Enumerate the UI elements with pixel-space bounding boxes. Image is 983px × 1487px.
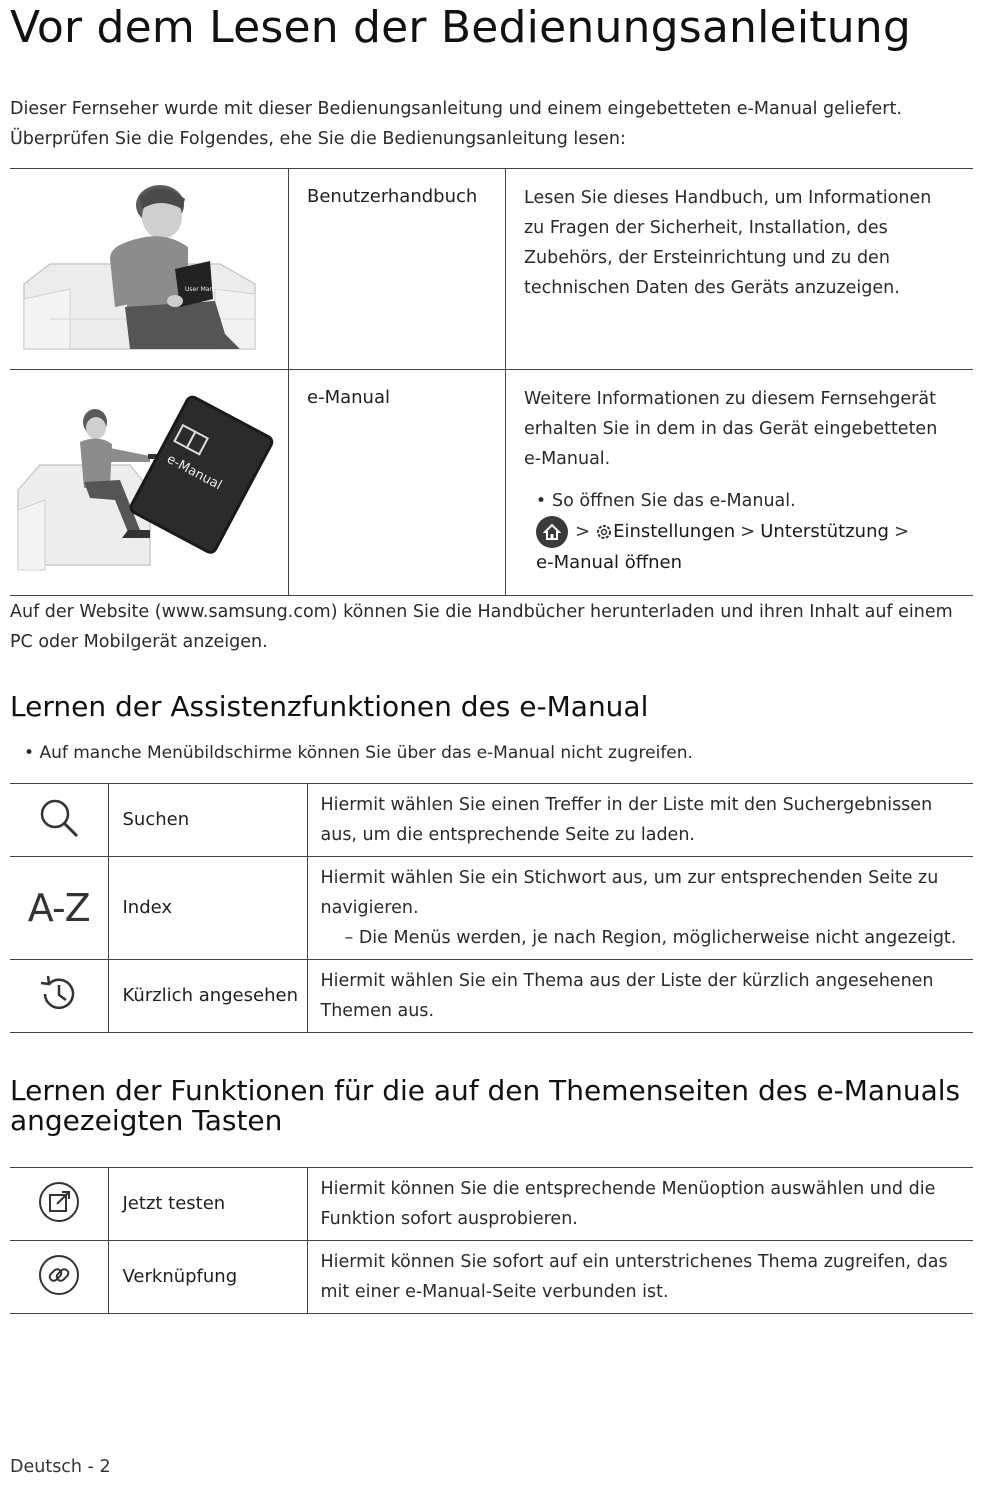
- table-row-user-manual: [10, 169, 973, 370]
- try-now-icon: [37, 1180, 81, 1224]
- az-icon-cell: [10, 857, 108, 960]
- link-icon: [37, 1253, 81, 1297]
- intro-text: [10, 94, 970, 154]
- emanual-bullet-text: So öffnen Sie das e-Manual.: [552, 491, 796, 511]
- emanual-bullet: [524, 486, 955, 516]
- button-functions-table: [10, 1167, 973, 1314]
- user-manual-illustration-cell: [10, 169, 289, 370]
- path-open-emanual: e-Manual öffnen: [536, 552, 683, 573]
- table-row: [10, 784, 973, 857]
- intro-line-1: Dieser Fernseher wurde mit dieser Bedienungsanleitung und einem eingebetteten e-Manual geliefert.: [10, 99, 902, 119]
- assist-functions-table: [10, 783, 973, 1033]
- bullet-dot: •: [24, 743, 40, 763]
- book-label: User Manual: [185, 286, 223, 293]
- screen-emanual-label: e-Manual: [164, 451, 225, 494]
- emanual-path-line-2: [536, 548, 955, 578]
- assist-note: [24, 740, 693, 766]
- emanual-illustration-cell: [10, 370, 289, 596]
- link-label: Verknüpfung: [108, 1241, 307, 1314]
- page-footer: Deutsch - 2: [10, 1457, 111, 1477]
- gear-icon: [595, 523, 613, 541]
- search-icon: [36, 795, 82, 841]
- table-row: [10, 960, 973, 1033]
- link-text: Hiermit können Sie sofort auf ein unterstrichenes Thema zugreifen, das mit einer e-Manual-Seite verbunden ist.: [320, 1252, 948, 1302]
- search-icon-cell: [10, 784, 108, 857]
- manuals-table: [10, 168, 973, 596]
- home-icon: [536, 516, 568, 548]
- person-reading-illustration: [10, 169, 288, 365]
- emanual-description-cell: [506, 370, 974, 596]
- link-icon-cell: [10, 1241, 108, 1314]
- emanual-description: Weitere Informationen zu diesem Fernsehgerät erhalten Sie in dem in das Gerät eingebetteten e-Manual.: [524, 389, 938, 469]
- recent-text: Hiermit wählen Sie ein Thema aus der Liste der kürzlich angesehenen Themen aus.: [320, 971, 934, 1021]
- try-now-label: Jetzt testen: [108, 1168, 307, 1241]
- index-text: Hiermit wählen Sie ein Stichwort aus, um zur entsprechenden Seite zu navigieren.: [320, 868, 939, 918]
- intro-line-2: Überprüfen Sie die Folgendes, ehe Sie die Bedienungsanleitung lesen:: [10, 129, 626, 149]
- page-title: Vor dem Lesen der Bedienungsanleitung: [10, 2, 911, 53]
- index-subnote: – Die Menüs werden, je nach Region, möglicherweise nicht angezeigt.: [344, 928, 957, 948]
- path-separator: >: [575, 521, 591, 542]
- path-settings: Einstellungen: [613, 521, 736, 542]
- table-row: [10, 1241, 973, 1314]
- try-now-icon-cell: [10, 1168, 108, 1241]
- search-text: Hiermit wählen Sie einen Treffer in der Liste mit den Suchergebnissen aus, um die entsprechende Seite zu laden.: [320, 795, 933, 845]
- user-manual-name: Benutzerhandbuch: [289, 169, 506, 370]
- emanual-path: [536, 516, 955, 548]
- try-now-text: Hiermit können Sie die entsprechende Menüoption auswählen und die Funktion sofort ausprobieren.: [320, 1179, 936, 1229]
- az-icon: A-Z: [27, 886, 90, 930]
- search-label: Suchen: [108, 784, 307, 857]
- assist-section-title: Lernen der Assistenzfunktionen des e-Manual: [10, 690, 649, 723]
- person-watching-tv-illustration: [10, 370, 288, 591]
- history-icon-cell: [10, 960, 108, 1033]
- user-manual-description: Lesen Sie dieses Handbuch, um Informationen zu Fragen der Sicherheit, Installation, des Zubehörs, der Ersteinrichtung und zu den technischen Daten des Geräts anzuzeigen.: [524, 188, 932, 298]
- bullet-dot: •: [536, 491, 547, 511]
- table-row: [10, 1168, 973, 1241]
- path-separator: >: [893, 521, 910, 542]
- emanual-name: e-Manual: [289, 370, 506, 596]
- index-label: Index: [108, 857, 307, 960]
- table-row: [10, 857, 973, 960]
- buttons-section-title: Lernen der Funktionen für die auf den Themenseiten des e-Manuals angezeigten Tasten: [10, 1074, 961, 1137]
- recent-label: Kürzlich angesehen: [108, 960, 307, 1033]
- path-separator: >: [740, 521, 756, 542]
- history-icon: [36, 971, 82, 1017]
- assist-note-text: Auf manche Menübildschirme können Sie über das e-Manual nicht zugreifen.: [39, 743, 693, 763]
- website-text: Auf der Website (www.samsung.com) können Sie die Handbücher herunterladen und ihren Inhalt auf einem PC oder Mobilgerät anzeigen.: [10, 602, 953, 652]
- table-row-emanual: [10, 370, 973, 596]
- index-text-cell: [307, 857, 973, 960]
- path-support: Unterstützung: [760, 521, 889, 542]
